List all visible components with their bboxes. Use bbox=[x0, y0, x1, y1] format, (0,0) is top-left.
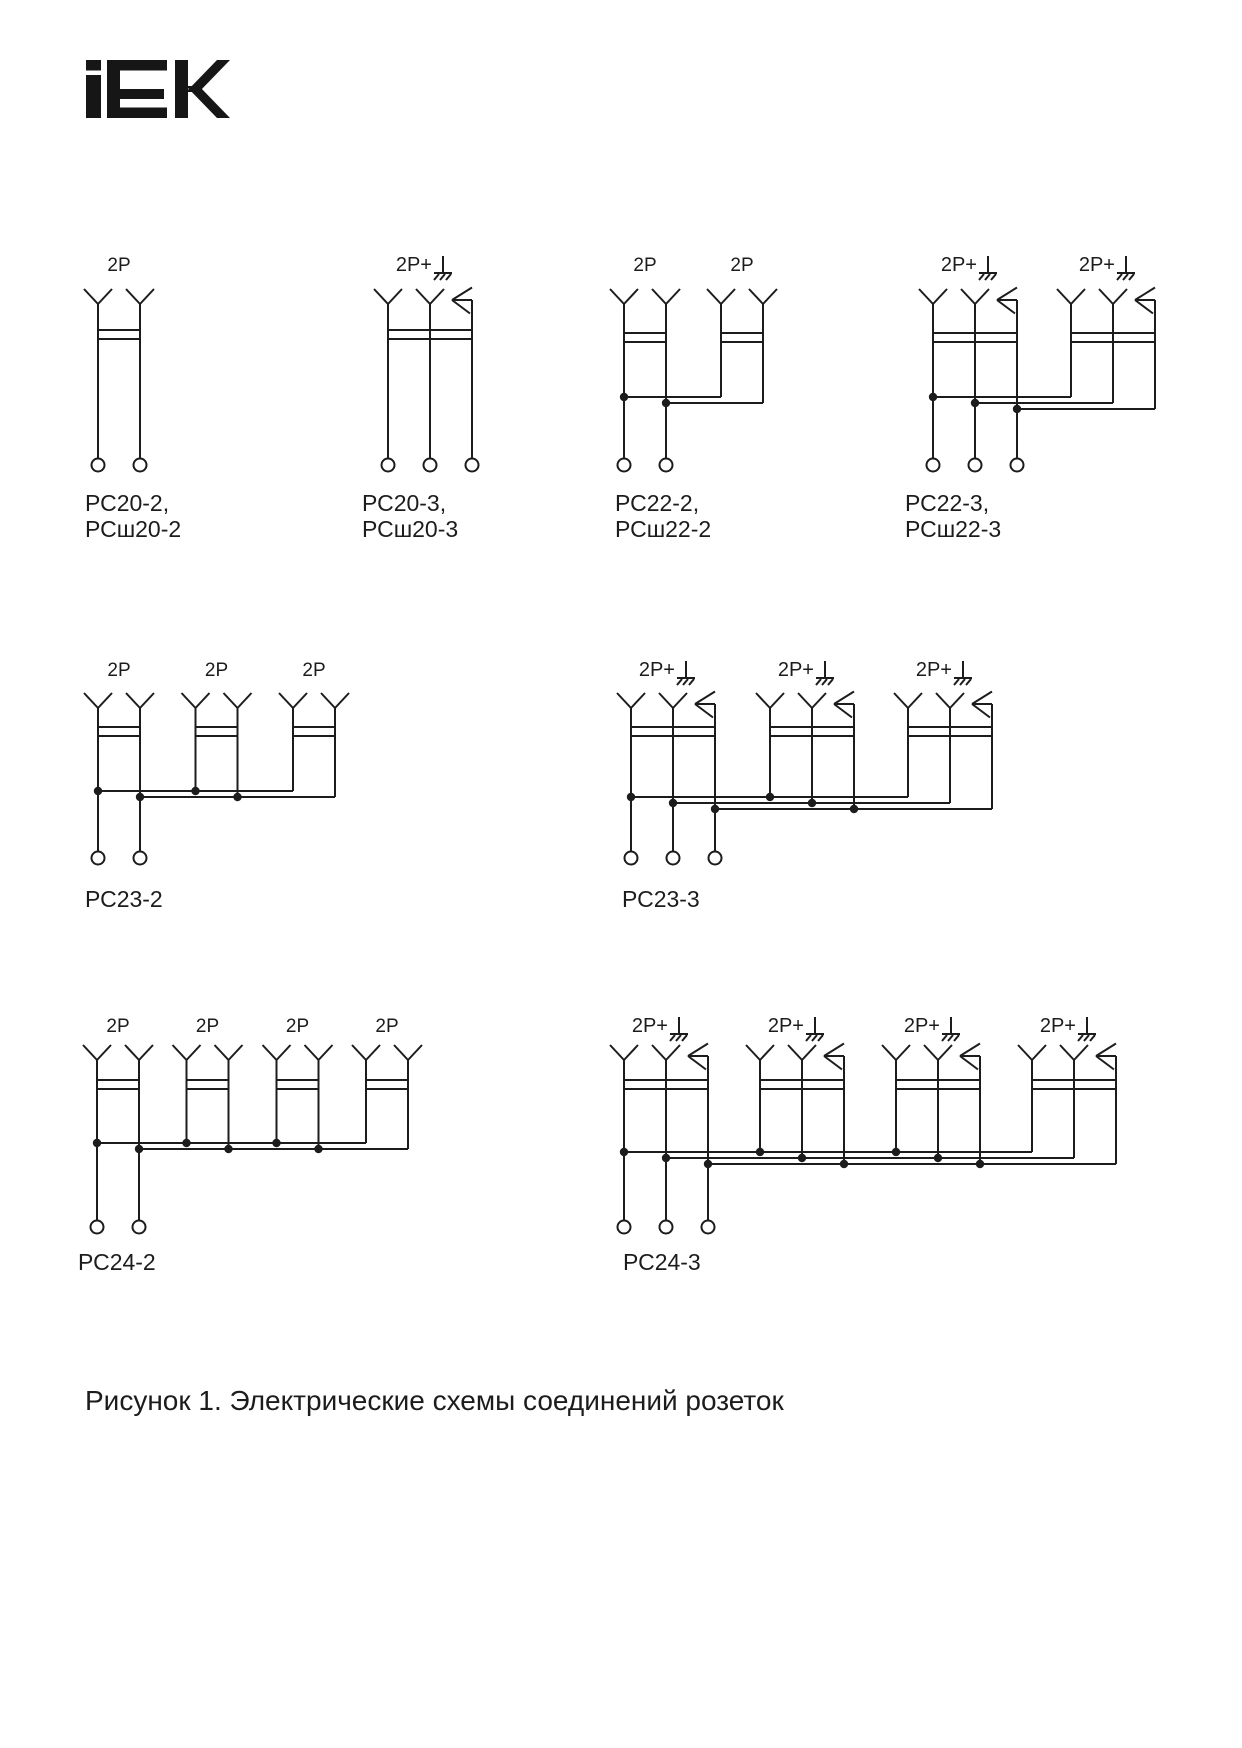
pin-label: 2P bbox=[302, 660, 326, 681]
earth-ground-icon bbox=[991, 274, 996, 280]
contact-fork bbox=[173, 1045, 187, 1060]
pin-label: 2P+ bbox=[915, 659, 952, 681]
contact-fork bbox=[196, 693, 210, 708]
contact-fork bbox=[908, 693, 922, 708]
contact-fork bbox=[98, 289, 112, 304]
contact-fork bbox=[1018, 1045, 1032, 1060]
junction-dot bbox=[840, 1160, 848, 1168]
contact-fork bbox=[1071, 289, 1085, 304]
junction-dot bbox=[662, 399, 670, 407]
junction-dot bbox=[620, 1148, 628, 1156]
contact-fork bbox=[366, 1045, 380, 1060]
pin-label: 2P+ bbox=[631, 1015, 668, 1037]
junction-dot bbox=[766, 793, 774, 801]
earth-contact-arrow bbox=[695, 692, 715, 705]
contact-fork bbox=[894, 693, 908, 708]
terminal-circle bbox=[660, 1221, 673, 1234]
contact-fork bbox=[631, 693, 645, 708]
terminal-circle bbox=[382, 459, 395, 472]
contact-fork bbox=[610, 1045, 624, 1060]
earth-contact-arrow bbox=[997, 288, 1017, 301]
contact-fork bbox=[624, 1045, 638, 1060]
contact-fork bbox=[238, 693, 252, 708]
earth-contact-arrow bbox=[972, 692, 992, 705]
contact-fork bbox=[84, 693, 98, 708]
contact-fork bbox=[788, 1045, 802, 1060]
diagram-label: РСш20-2 bbox=[85, 516, 182, 542]
contact-fork bbox=[1060, 1045, 1074, 1060]
earth-contact-arrow bbox=[972, 704, 990, 718]
contact-fork bbox=[938, 1045, 952, 1060]
diagram-rc20-2 bbox=[84, 255, 181, 542]
pin-label: 2P bbox=[633, 255, 657, 276]
pin-label: 2P+ bbox=[940, 254, 977, 276]
contact-fork bbox=[305, 1045, 319, 1060]
earth-contact-arrow bbox=[960, 1056, 978, 1070]
earth-contact-arrow bbox=[688, 1044, 708, 1057]
earth-contact-arrow bbox=[1096, 1056, 1114, 1070]
earth-ground-icon bbox=[446, 274, 451, 280]
contact-fork bbox=[652, 1045, 666, 1060]
contact-fork bbox=[882, 1045, 896, 1060]
contact-fork bbox=[97, 1045, 111, 1060]
pin-label: 2P+ bbox=[1039, 1015, 1076, 1037]
earth-ground-icon bbox=[440, 274, 445, 280]
earth-ground-icon bbox=[1090, 1035, 1095, 1041]
terminal-circle bbox=[133, 1221, 146, 1234]
diagram-rc23-2 bbox=[84, 660, 349, 912]
earth-contact-arrow bbox=[824, 1044, 844, 1057]
contact-fork bbox=[666, 1045, 680, 1060]
earth-ground-icon bbox=[942, 1035, 947, 1041]
contact-fork bbox=[140, 289, 154, 304]
earth-ground-icon bbox=[1078, 1035, 1083, 1041]
contact-fork bbox=[335, 693, 349, 708]
contact-fork bbox=[126, 693, 140, 708]
earth-ground-icon bbox=[985, 274, 990, 280]
terminal-circle bbox=[660, 459, 673, 472]
earth-contact-arrow bbox=[695, 704, 713, 718]
earth-contact-arrow bbox=[1135, 300, 1153, 314]
diagram-label: РС23-3 bbox=[622, 886, 700, 912]
earth-ground-icon bbox=[828, 679, 833, 685]
earth-ground-icon bbox=[676, 1035, 681, 1041]
terminal-circle bbox=[618, 459, 631, 472]
contact-fork bbox=[763, 289, 777, 304]
pin-label: 2P+ bbox=[638, 659, 675, 681]
terminal-circle bbox=[969, 459, 982, 472]
contact-fork bbox=[319, 1045, 333, 1060]
earth-ground-icon bbox=[683, 679, 688, 685]
junction-dot bbox=[191, 787, 199, 795]
contact-fork bbox=[707, 289, 721, 304]
junction-dot bbox=[314, 1145, 322, 1153]
junction-dot bbox=[798, 1154, 806, 1162]
contact-fork bbox=[408, 1045, 422, 1060]
terminal-circle bbox=[709, 852, 722, 865]
contact-fork bbox=[936, 693, 950, 708]
diagram-rc22-3 bbox=[905, 254, 1156, 542]
earth-ground-icon bbox=[677, 679, 682, 685]
contact-fork bbox=[933, 289, 947, 304]
earth-ground-icon bbox=[1117, 274, 1122, 280]
contact-fork bbox=[374, 289, 388, 304]
pin-label: 2P+ bbox=[1078, 254, 1115, 276]
contact-fork bbox=[1099, 289, 1113, 304]
contact-fork bbox=[673, 693, 687, 708]
contact-fork bbox=[224, 693, 238, 708]
junction-dot bbox=[233, 793, 241, 801]
contact-fork bbox=[84, 289, 98, 304]
diagram-label: РС22-2, bbox=[615, 490, 700, 516]
junction-dot bbox=[662, 1154, 670, 1162]
junction-dot bbox=[971, 399, 979, 407]
junction-dot bbox=[711, 805, 719, 813]
contact-fork bbox=[896, 1045, 910, 1060]
contact-fork bbox=[277, 1045, 291, 1060]
contact-fork bbox=[388, 289, 402, 304]
terminal-circle bbox=[92, 459, 105, 472]
earth-ground-icon bbox=[822, 679, 827, 685]
pin-label: 2P bbox=[375, 1016, 399, 1037]
earth-ground-icon bbox=[954, 679, 959, 685]
diagram-rc24-3 bbox=[610, 1015, 1117, 1275]
contact-fork bbox=[746, 1045, 760, 1060]
contact-fork bbox=[293, 693, 307, 708]
earth-ground-icon bbox=[1084, 1035, 1089, 1041]
contact-fork bbox=[215, 1045, 229, 1060]
figure-caption: Рисунок 1. Электрические схемы соединений розеток bbox=[85, 1385, 784, 1416]
diagram-rc22-2 bbox=[610, 255, 777, 542]
contact-fork bbox=[652, 289, 666, 304]
contact-fork bbox=[812, 693, 826, 708]
contact-fork bbox=[139, 1045, 153, 1060]
terminal-circle bbox=[134, 459, 147, 472]
contact-fork bbox=[416, 289, 430, 304]
contact-fork bbox=[975, 289, 989, 304]
contact-fork bbox=[617, 693, 631, 708]
junction-dot bbox=[94, 787, 102, 795]
terminal-circle bbox=[466, 459, 479, 472]
pin-label: 2P+ bbox=[767, 1015, 804, 1037]
earth-ground-icon bbox=[670, 1035, 675, 1041]
junction-dot bbox=[929, 393, 937, 401]
earth-ground-icon bbox=[434, 274, 439, 280]
diagram-label: РС20-2, bbox=[85, 490, 170, 516]
pin-label: 2P+ bbox=[777, 659, 814, 681]
earth-ground-icon bbox=[682, 1035, 687, 1041]
junction-dot bbox=[808, 799, 816, 807]
diagram-label: РСш22-3 bbox=[905, 516, 1002, 542]
contact-fork bbox=[721, 289, 735, 304]
pin-label: 2P bbox=[195, 1016, 220, 1037]
junction-dot bbox=[892, 1148, 900, 1156]
terminal-circle bbox=[618, 1221, 631, 1234]
contact-fork bbox=[659, 693, 673, 708]
junction-dot bbox=[136, 793, 144, 801]
diagram-label: РС20-3, bbox=[362, 490, 447, 516]
earth-contact-arrow bbox=[824, 1056, 842, 1070]
earth-contact-arrow bbox=[834, 704, 852, 718]
contact-fork bbox=[430, 289, 444, 304]
earth-contact-arrow bbox=[452, 300, 470, 314]
earth-ground-icon bbox=[806, 1035, 811, 1041]
contact-fork bbox=[756, 693, 770, 708]
contact-fork bbox=[802, 1045, 816, 1060]
earth-contact-arrow bbox=[960, 1044, 980, 1057]
pin-label: 2P bbox=[285, 1016, 310, 1037]
terminal-circle bbox=[424, 459, 437, 472]
contact-fork bbox=[352, 1045, 366, 1060]
contact-fork bbox=[798, 693, 812, 708]
junction-dot bbox=[182, 1139, 190, 1147]
diagram-label: РСш22-2 bbox=[615, 516, 712, 542]
junction-dot bbox=[1013, 405, 1021, 413]
contact-fork bbox=[1074, 1045, 1088, 1060]
diagram-label: РС22-3, bbox=[905, 490, 990, 516]
earth-contact-arrow bbox=[834, 692, 854, 705]
contact-fork bbox=[624, 289, 638, 304]
contact-fork bbox=[924, 1045, 938, 1060]
terminal-circle bbox=[91, 1221, 104, 1234]
junction-dot bbox=[704, 1160, 712, 1168]
contact-fork bbox=[770, 693, 784, 708]
terminal-circle bbox=[134, 852, 147, 865]
diagram-label: РС24-2 bbox=[78, 1249, 156, 1275]
diagram-rc20-3 bbox=[362, 254, 479, 542]
contact-fork bbox=[229, 1045, 243, 1060]
contact-fork bbox=[279, 693, 293, 708]
junction-dot bbox=[976, 1160, 984, 1168]
contact-fork bbox=[666, 289, 680, 304]
contact-fork bbox=[610, 289, 624, 304]
contact-fork bbox=[263, 1045, 277, 1060]
junction-dot bbox=[224, 1145, 232, 1153]
contact-fork bbox=[760, 1045, 774, 1060]
terminal-circle bbox=[702, 1221, 715, 1234]
diagram-label: РС23-2 bbox=[85, 886, 163, 912]
junction-dot bbox=[272, 1139, 280, 1147]
terminal-circle bbox=[1011, 459, 1024, 472]
earth-contact-arrow bbox=[1096, 1044, 1116, 1057]
earth-contact-arrow bbox=[452, 288, 472, 301]
contact-fork bbox=[961, 289, 975, 304]
contact-fork bbox=[125, 1045, 139, 1060]
contact-fork bbox=[140, 693, 154, 708]
pin-label: 2P+ bbox=[903, 1015, 940, 1037]
contact-fork bbox=[98, 693, 112, 708]
terminal-circle bbox=[625, 852, 638, 865]
contact-fork bbox=[1113, 289, 1127, 304]
junction-dot bbox=[135, 1145, 143, 1153]
contact-fork bbox=[182, 693, 196, 708]
earth-contact-arrow bbox=[1135, 288, 1155, 301]
contact-fork bbox=[749, 289, 763, 304]
earth-ground-icon bbox=[818, 1035, 823, 1041]
contact-fork bbox=[1032, 1045, 1046, 1060]
contact-fork bbox=[83, 1045, 97, 1060]
earth-ground-icon bbox=[1123, 274, 1128, 280]
junction-dot bbox=[93, 1139, 101, 1147]
earth-ground-icon bbox=[948, 1035, 953, 1041]
earth-ground-icon bbox=[966, 679, 971, 685]
contact-fork bbox=[187, 1045, 201, 1060]
diagram-rc24-2 bbox=[78, 1016, 422, 1275]
earth-contact-arrow bbox=[688, 1056, 706, 1070]
pin-label: 2P bbox=[204, 660, 229, 681]
junction-dot bbox=[756, 1148, 764, 1156]
junction-dot bbox=[620, 393, 628, 401]
terminal-circle bbox=[92, 852, 105, 865]
earth-ground-icon bbox=[960, 679, 965, 685]
terminal-circle bbox=[667, 852, 680, 865]
earth-ground-icon bbox=[1129, 274, 1134, 280]
earth-ground-icon bbox=[812, 1035, 817, 1041]
terminal-circle bbox=[927, 459, 940, 472]
diagram-rc23-3 bbox=[617, 659, 993, 912]
contact-fork bbox=[321, 693, 335, 708]
diagram-label: РС24-3 bbox=[623, 1249, 701, 1275]
earth-contact-arrow bbox=[997, 300, 1015, 314]
contact-fork bbox=[919, 289, 933, 304]
earth-ground-icon bbox=[689, 679, 694, 685]
junction-dot bbox=[850, 805, 858, 813]
junction-dot bbox=[627, 793, 635, 801]
diagram-label: РСш20-3 bbox=[362, 516, 459, 542]
contact-fork bbox=[950, 693, 964, 708]
earth-ground-icon bbox=[816, 679, 821, 685]
earth-ground-icon bbox=[954, 1035, 959, 1041]
pin-label: 2P bbox=[730, 255, 754, 276]
earth-ground-icon bbox=[979, 274, 984, 280]
pin-label: 2P bbox=[106, 1016, 130, 1037]
junction-dot bbox=[669, 799, 677, 807]
pin-label: 2P bbox=[107, 255, 131, 276]
contact-fork bbox=[1057, 289, 1071, 304]
pin-label: 2P bbox=[107, 660, 131, 681]
pin-label: 2P+ bbox=[395, 254, 432, 276]
contact-fork bbox=[394, 1045, 408, 1060]
contact-fork bbox=[126, 289, 140, 304]
junction-dot bbox=[934, 1154, 942, 1162]
